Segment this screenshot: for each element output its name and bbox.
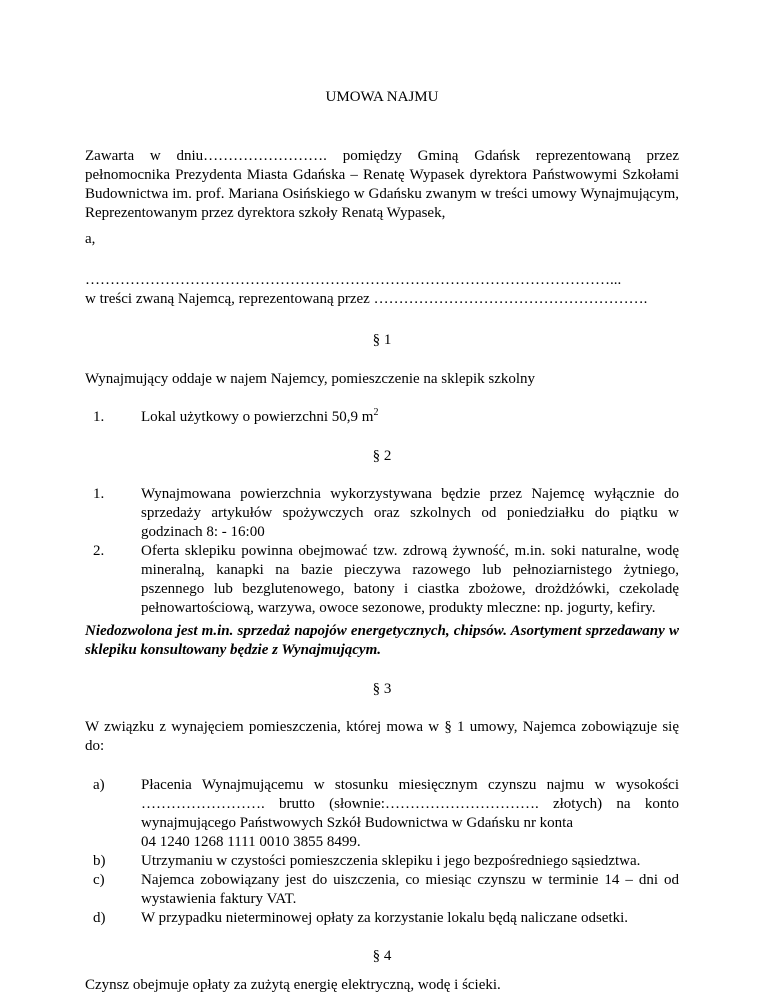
- list-letter: c): [93, 872, 105, 888]
- section-3-heading: § 3: [372, 681, 392, 697]
- section-4-heading: § 4: [372, 948, 392, 964]
- list-item-text: Najemca zobowiązany jest do uiszczenia, co miesiąc czynszu w terminie 14 – dni od wystawienia faktury VAT.: [141, 872, 679, 907]
- intro-paragraph: Zawarta w dniu……………………. pomiędzy Gminą Gdańsk reprezentowaną przez pełnomocnika Prezydenta Miasta Gdańska – Renatę Wypasek dyrektora Państwowymi Szkołami Budownictwa im. prof. Mariana Osińskiego w Gdańsku zwanym w treści umowy Wynajmującym, Reprezentowanym przez dyrektora szkoły Renatą Wypasek,: [85, 148, 679, 221]
- list-letter: b): [93, 853, 106, 869]
- list-letter: d): [93, 910, 106, 926]
- list-item-text: Utrzymaniu w czystości pomieszczenia sklepiku i jego bezpośredniego sąsiedztwa.: [141, 853, 641, 869]
- section-4-text: Czynsz obejmuje opłaty za zużytą energię elektryczną, wodę i ścieki.: [85, 977, 501, 993]
- list-number: 1.: [93, 486, 105, 502]
- section-1-text: Wynajmujący oddaje w najem Najemcy, pomieszczenie na sklepik szkolny: [85, 371, 536, 387]
- conjunction-a: a,: [85, 231, 96, 247]
- section-1-heading: § 1: [372, 332, 392, 348]
- superscript: 2: [373, 407, 379, 418]
- list-number: 1.: [93, 409, 105, 425]
- tenant-representative-line: w treści zwaną Najemcą, reprezentowaną przez ……………………………………………….: [85, 291, 648, 307]
- list-item-text: W przypadku nieterminowej opłaty za korzystanie lokalu będą naliczane odsetki.: [141, 910, 629, 926]
- list-item-text: Wynajmowana powierzchnia wykorzystywana będzie przez Najemcę wyłącznie do sprzedaży artykułów spożywczych oraz szkolnych od poniedziałku do piątku w godzinach 8: - 16:00: [141, 486, 679, 540]
- document-title: UMOWA NAJMU: [325, 89, 439, 105]
- list-item-text: Oferta sklepiku powinna obejmować tzw. zdrową żywność, m.in. soki naturalne, wodę mineralną, kanapki na bazie pieczywa razowego lub pełnoziarnistego żytniego, pszennego lub bezglutenowego, batony i ciastka zbożowe, drożdżówki, czekoladę pełnowartościową, warzywa, owoce sezonowe, produkty mleczne: np. jogurty, kefiry.: [141, 543, 679, 616]
- section-2-heading: § 2: [372, 448, 392, 464]
- section-3-text: W związku z wynajęciem pomieszczenia, której mowa w § 1 umowy, Najemca zobowiązuje się do:: [85, 719, 679, 754]
- bank-account-number: 04 1240 1268 1111 0010 3855 8499.: [141, 834, 361, 850]
- list-item-text: Płacenia Wynajmującemu w stosunku miesięcznym czynszu najmu w wysokości ……………………. brutto (słownie:…………………………. złotych) na konto wynajmującego Państwowych Szkół Budownictwa w Gdańsku nr konta 04 1240 1268 1111 0010 3855 8499.: [141, 777, 679, 850]
- list-letter: a): [93, 777, 105, 793]
- list-number: 2.: [93, 543, 105, 559]
- list-item-text: Lokal użytkowy o powierzchni 50,9 $m^2$: [141, 407, 379, 425]
- tenant-name-blank: ……………………………………………………………………………………………...: [85, 272, 622, 288]
- section-2-notice: Niedozwolona jest m.in. sprzedaż napojów energetycznych, chipsów. Asortyment sprzedawany w sklepiku konsultowany będzie z Wynajmującym.: [85, 623, 679, 658]
